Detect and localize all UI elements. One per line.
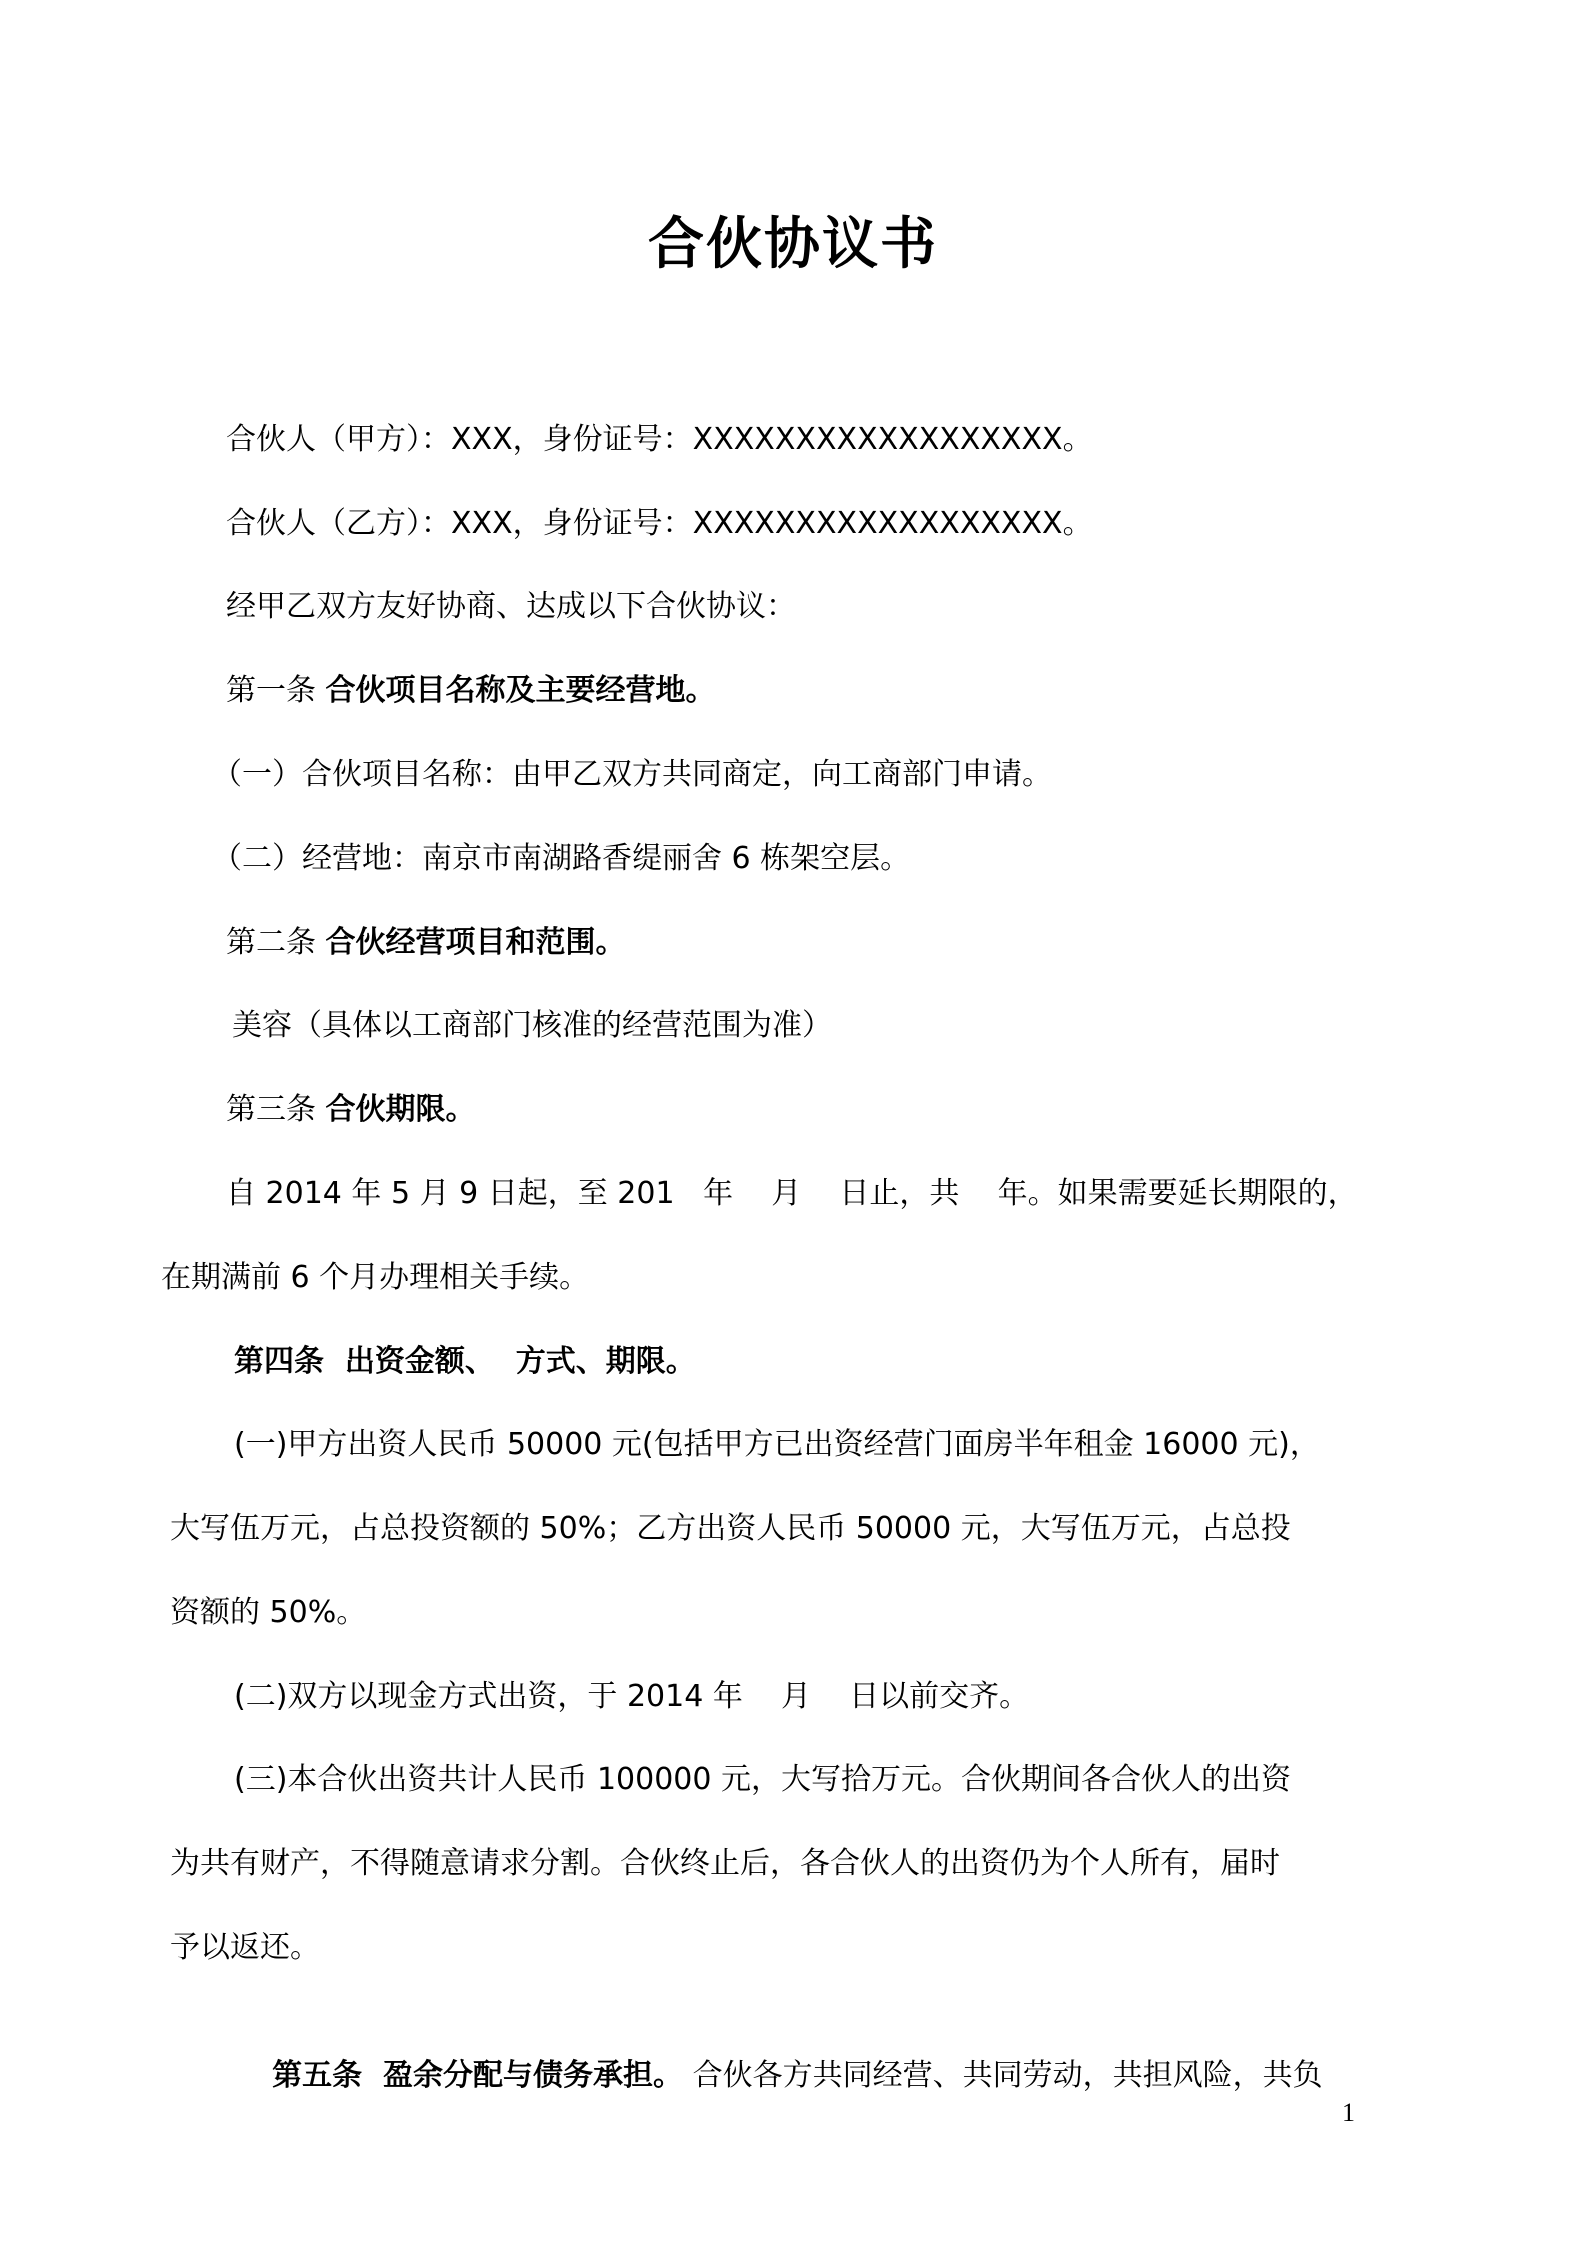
article5-heading: 第五条 盈余分配与债务承担。 bbox=[272, 2058, 684, 2093]
article3-heading: 合伙期限。 bbox=[325, 1092, 476, 1127]
article4-item3-line2: 为共有财产，不得随意请求分割。合伙终止后，各合伙人的出资仍为个人所有，届时 bbox=[170, 1846, 1280, 1881]
article1-title bbox=[226, 669, 716, 713]
article4-heading: 第四条 出资金额、 方式、期限。 bbox=[234, 1344, 696, 1379]
article2-body: 美容（具体以工商部门核准的经营范围为准） bbox=[232, 1008, 832, 1043]
article4-item1-line3: 资额的 50%。 bbox=[170, 1595, 367, 1630]
article3-body-line2: 在期满前 6 个月办理相关手续。 bbox=[161, 1260, 590, 1295]
article4-item2: (二)双方以现金方式出资，于 2014 年 月 日以前交齐。 bbox=[234, 1679, 1030, 1714]
article1-item2: （二）经营地：南京市南湖路香缇丽舍 6 栋架空层。 bbox=[212, 841, 911, 876]
article1-heading: 合伙项目名称及主要经营地。 bbox=[325, 673, 716, 708]
article3-title bbox=[226, 1088, 476, 1132]
article2-heading: 合伙经营项目和范围。 bbox=[325, 925, 626, 960]
article4-item1-line2: 大写伍万元，占总投资额的 50%；乙方出资人民币 50000 元，大写伍万元，占总投 bbox=[170, 1511, 1291, 1546]
article1-item1: （一）合伙项目名称：由甲乙双方共同商定，向工商部门申请。 bbox=[212, 757, 1052, 792]
article4-item3-line3: 予以返还。 bbox=[170, 1930, 320, 1965]
article1-label: 第一条 bbox=[226, 673, 316, 708]
article5-body: 合伙各方共同经营、共同劳动，共担风险，共负 bbox=[683, 2058, 1323, 2093]
party-a-line: 合伙人（甲方）：XXX，身份证号：XXXXXXXXXXXXXXXXXX。 bbox=[226, 422, 1093, 457]
article3-body-line1: 自 2014 年 5 月 9 日起，至 201 年 月 日止，共 年。如果需要延长期限的， bbox=[226, 1176, 1358, 1211]
document-title: 合伙协议书 bbox=[648, 212, 938, 277]
article4-item3-line1: (三)本合伙出资共计人民币 100000 元，大写拾万元。合伙期间各合伙人的出资 bbox=[234, 1762, 1292, 1797]
article3-label: 第三条 bbox=[226, 1092, 316, 1127]
article2-label: 第二条 bbox=[226, 925, 316, 960]
page-number: 1 bbox=[1342, 2098, 1355, 2127]
article4-item1-line1: (一)甲方出资人民币 50000 元(包括甲方已出资经营门面房半年租金 16000 元)， bbox=[234, 1427, 1320, 1462]
party-b-line: 合伙人（乙方）：XXX，身份证号：XXXXXXXXXXXXXXXXXX。 bbox=[226, 506, 1093, 541]
article5-line bbox=[234, 2010, 1323, 2142]
article2-title bbox=[226, 921, 626, 965]
intro-line: 经甲乙双方友好协商、达成以下合伙协议： bbox=[226, 589, 796, 624]
